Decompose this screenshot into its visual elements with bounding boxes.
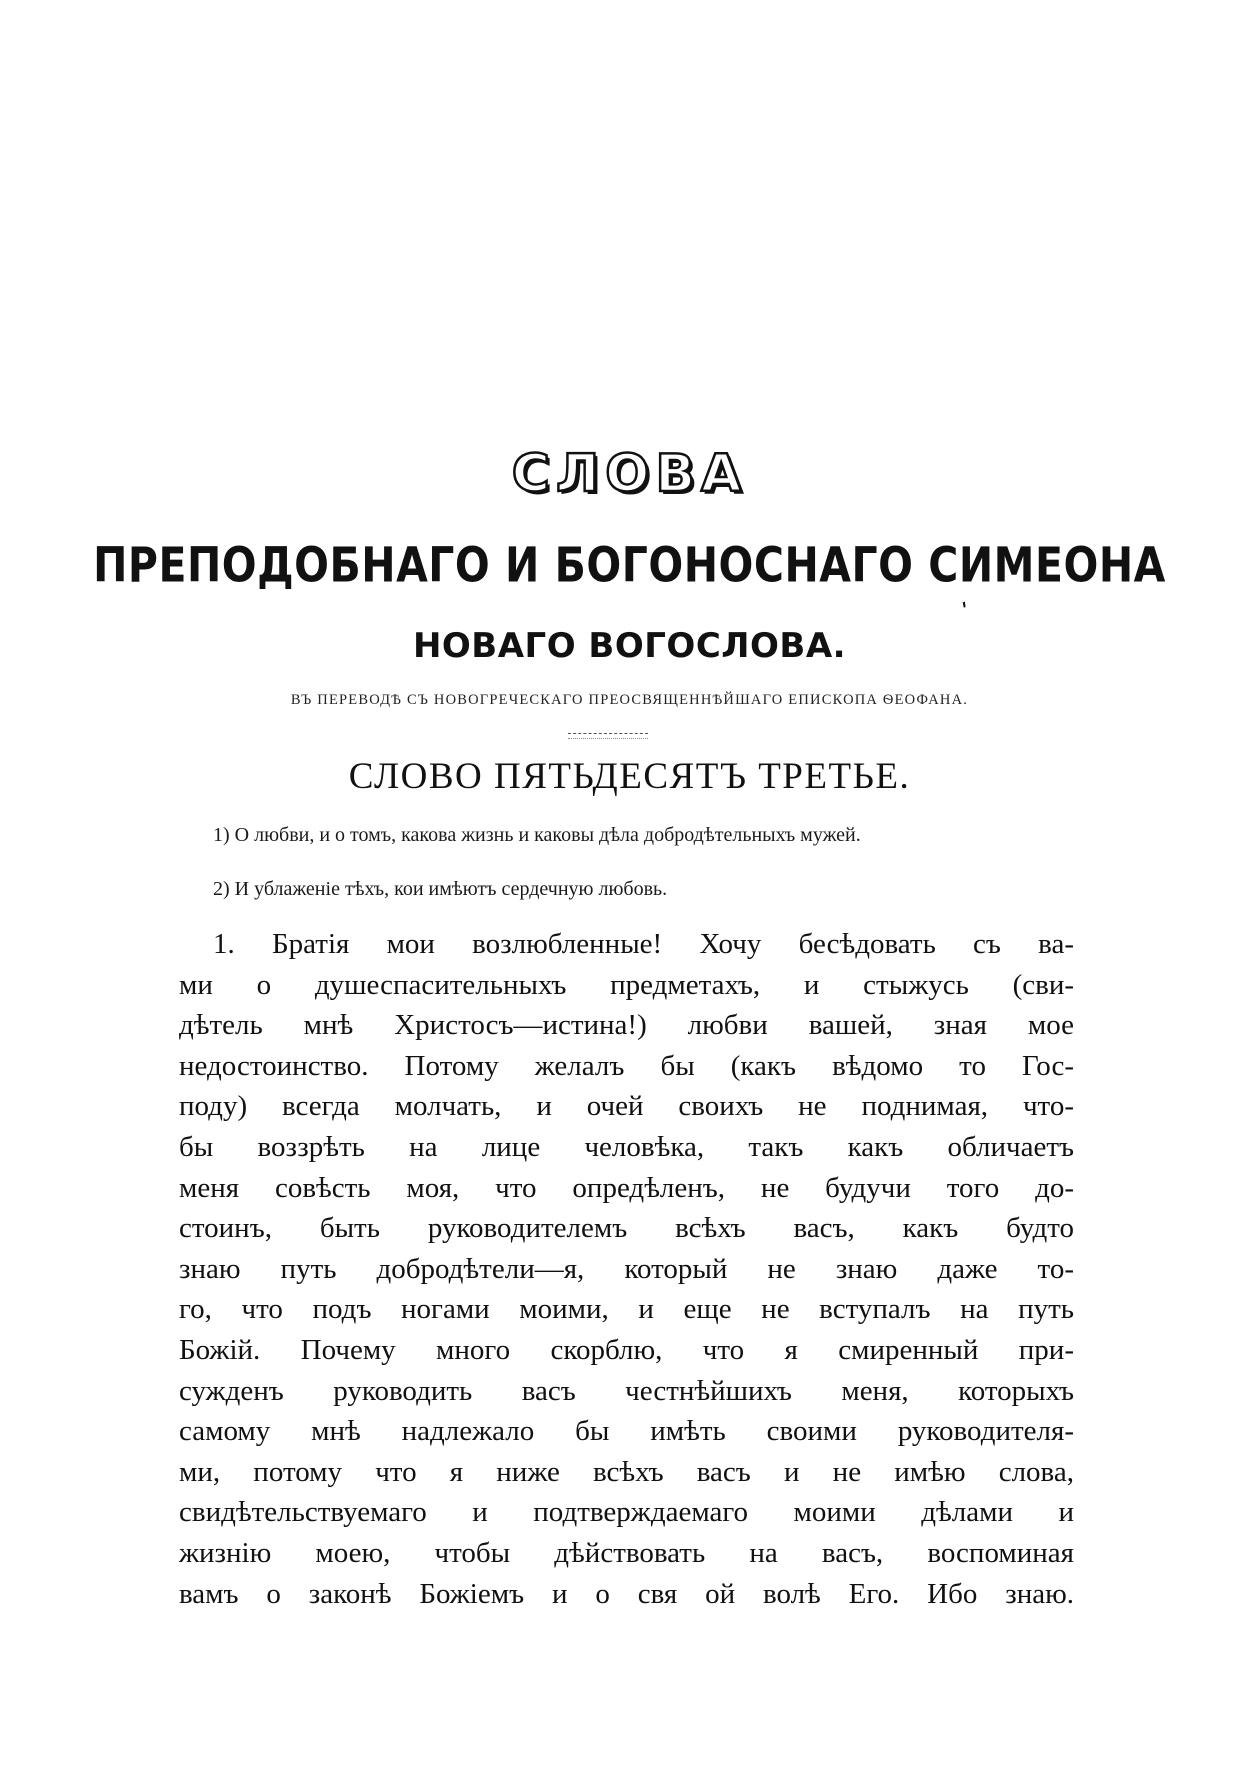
decorative-title: СЛОВА	[511, 444, 748, 504]
body-line: поду) всегда молчать, и очей своихъ не поднимая, что-	[179, 1090, 1074, 1123]
summary-item-2	[199, 876, 1079, 902]
body-line: ми о душеспасительныхъ предметахъ, и стыжусь (сви-	[179, 968, 1074, 1001]
divider-ornament	[568, 733, 648, 739]
body-line: самому мнѣ надлежало бы имѣть своими руководителя-	[179, 1415, 1074, 1448]
body-paragraph	[179, 924, 1074, 1614]
body-line: знаю путь добродѣтели—я, который не знаю даже то-	[179, 1252, 1074, 1285]
body-line: го, что подъ ногами моими, и еще не вступалъ на путь	[179, 1293, 1074, 1326]
body-line: свидѣтельствуемаго и подтверждаемаго моими дѣлами и	[179, 1496, 1074, 1529]
body-line: меня совѣсть моя, что опредѣленъ, не будучи того до-	[179, 1171, 1074, 1204]
summary-item-2-text: 2) И ублаженіе тѣхъ, кои имѣютъ сердечную любовь.	[213, 878, 668, 900]
body-line: сужденъ руководить васъ честнѣйшихъ меня, которыхъ	[179, 1374, 1074, 1407]
body-line: жизнію моею, чтобы дѣйствовать на васъ, воспоминая	[179, 1536, 1074, 1569]
accent-mark: ʹ	[959, 599, 975, 626]
summary-item-1-line-1: 1) О любви, и о томъ, какова жизнь и каковы дѣла добродѣтельныхъ	[213, 824, 796, 846]
body-line: бы воззрѣть на лице человѣка, такъ какъ обличаетъ	[179, 1130, 1074, 1163]
summary-item-1	[199, 822, 1079, 848]
title-line-2: НОВАГО ВОГОСЛОВА.	[412, 626, 847, 666]
title-line-1: ПРЕПОДОБНАГО И БОГОНОСНАГО СИМЕОНА	[93, 536, 1166, 594]
body-line: ми, потому что я ниже всѣхъ васъ и не имѣю слова,	[179, 1455, 1074, 1488]
summary-item-1-line-2: мужей.	[800, 824, 861, 846]
chapter-title: СЛОВО ПЯТЬДЕСЯТЪ ТРЕТЬЕ.	[348, 756, 911, 797]
body-line: 1. Братія мои возлюбленные! Хочу бесѣдовать съ ва-	[213, 928, 1074, 960]
body-line: недостоинство. Потому желалъ бы (какъ вѣдомо то Гос-	[179, 1049, 1074, 1082]
body-line: вамъ о законѣ Божіемъ и о свя ой волѣ Его. Ибо знаю.	[179, 1577, 1074, 1610]
translation-note: ВЪ ПЕРЕВОДѢ СЪ НОВОГРЕЧЕСКАГО ПРЕОСВЯЩЕННѢЙШАГО ЕПИСКОПА ѲЕОФАНА.	[290, 692, 969, 708]
body-line: Божій. Почему много скорблю, что я смиренный при-	[179, 1333, 1074, 1366]
body-line: стоинъ, быть руководителемъ всѣхъ васъ, какъ будто	[179, 1212, 1074, 1245]
body-line: дѣтель мнѣ Христосъ—истина!) любви вашей, зная мое	[179, 1009, 1074, 1042]
